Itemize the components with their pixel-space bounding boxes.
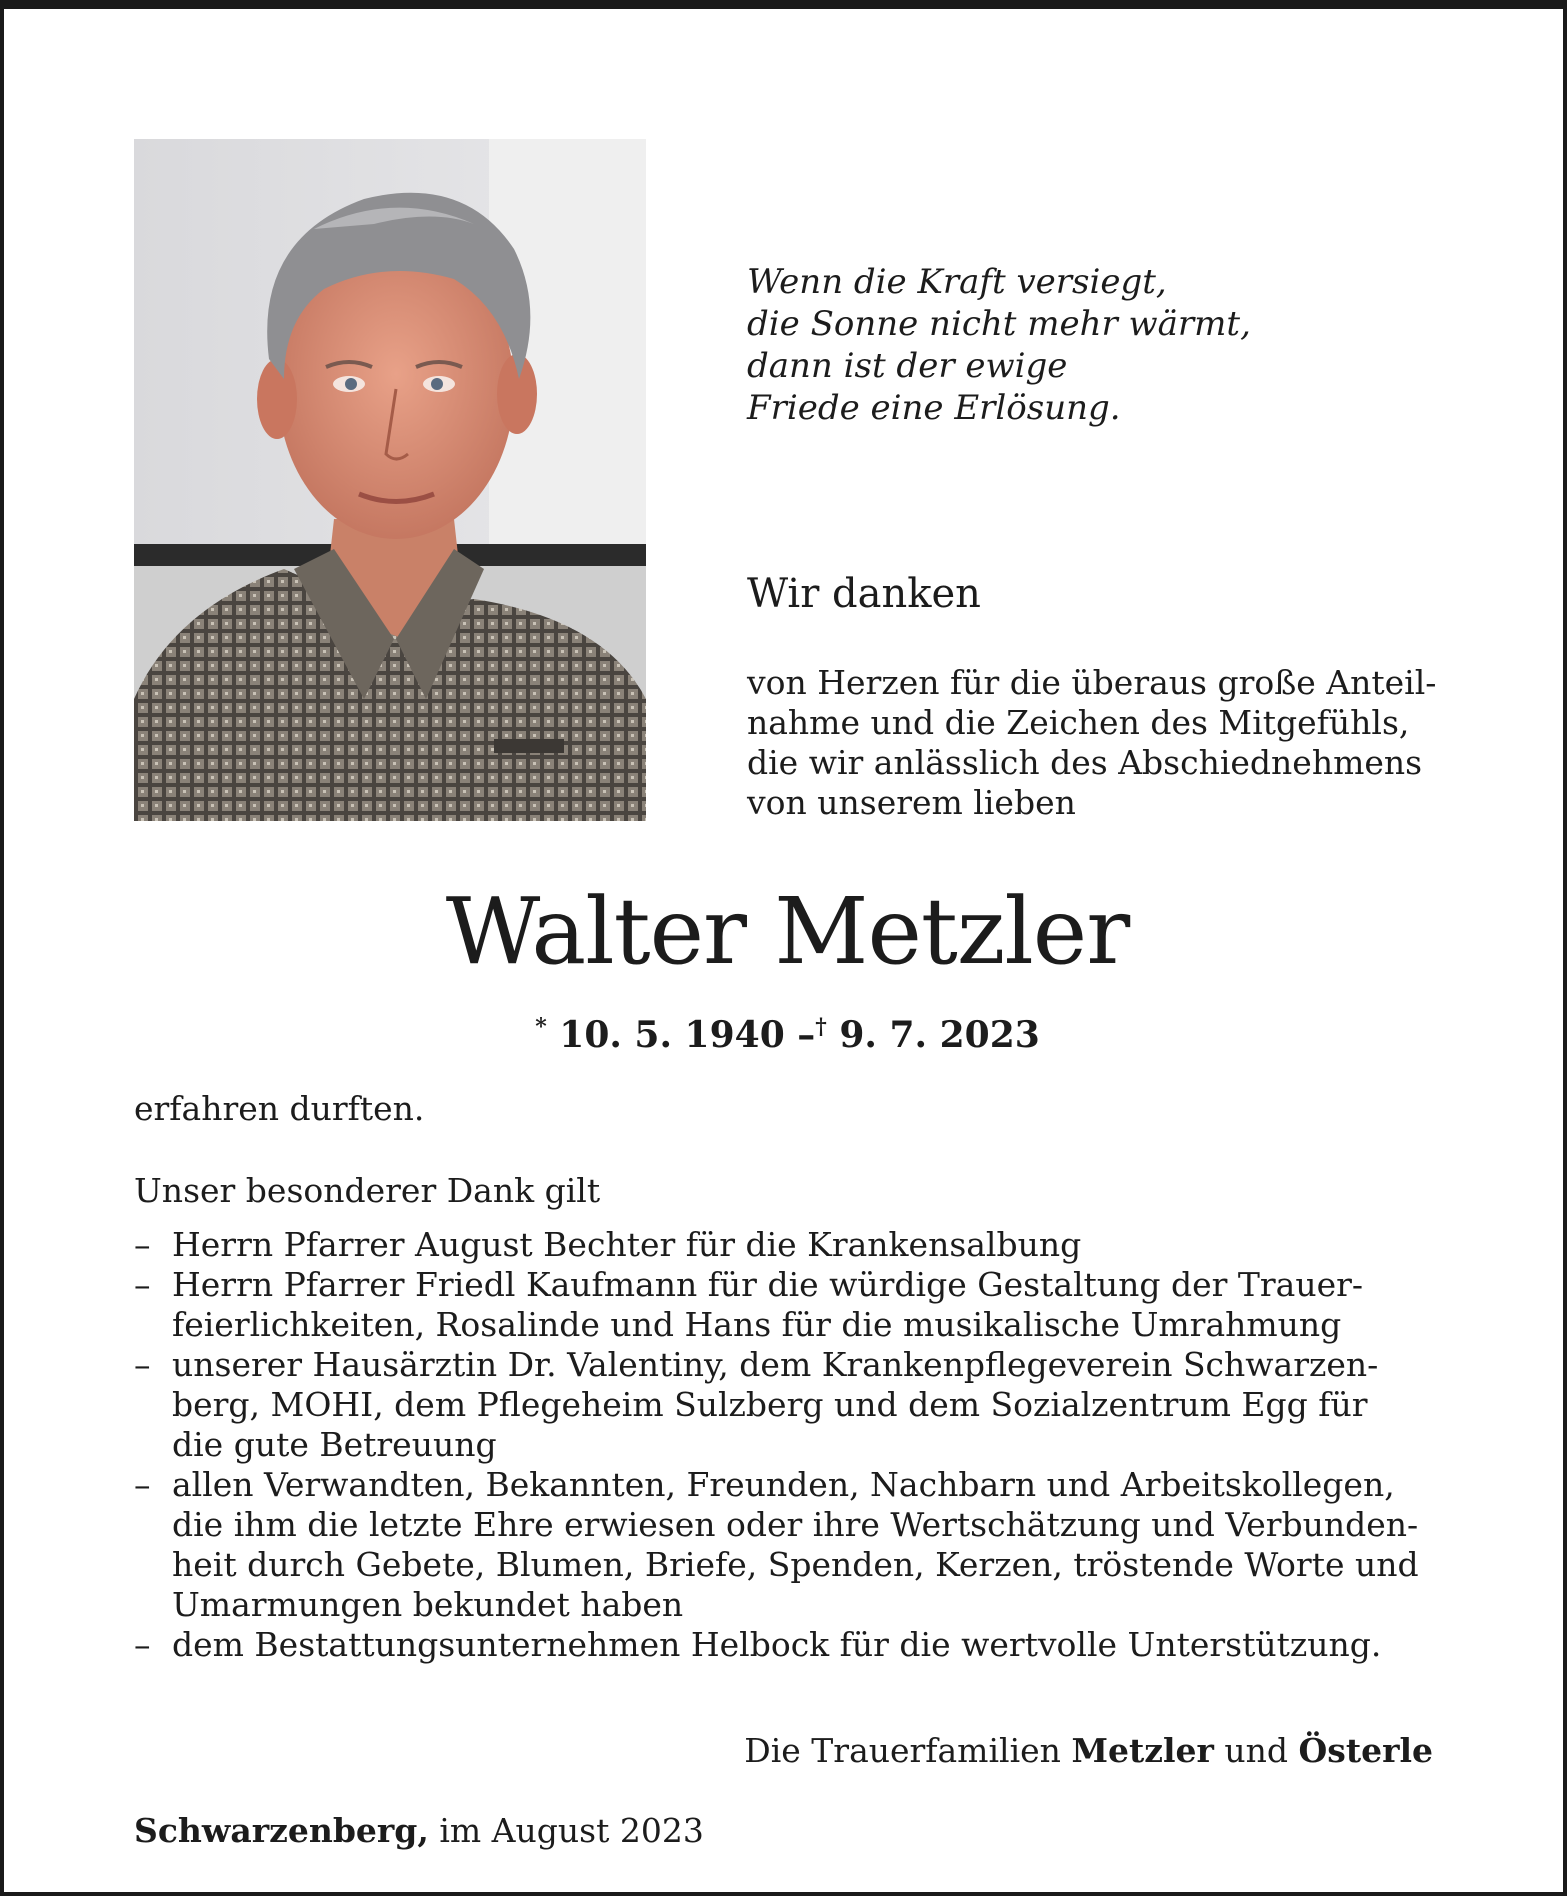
place-date: im August 2023 bbox=[439, 1811, 704, 1850]
thanks-text bbox=[747, 663, 1447, 823]
thanks-line: nahme und die Zeichen des Mitgefühls, bbox=[747, 703, 1410, 742]
list-item-line: dem Bestattungsunternehmen Helbock für die wertvolle Unterstützung. bbox=[172, 1625, 1382, 1664]
list-item-line: feierlichkeiten, Rosalinde und Hans für die musikalische Umrahmung bbox=[172, 1305, 1342, 1344]
birth-symbol: * bbox=[535, 1014, 547, 1040]
special-thanks-intro: Unser besonderer Dank gilt bbox=[134, 1171, 601, 1210]
place-town: Schwarzenberg, bbox=[134, 1811, 429, 1850]
thanks-heading: Wir danken bbox=[747, 571, 981, 617]
signature-conjunction: und bbox=[1224, 1731, 1289, 1770]
special-thanks-list bbox=[134, 1225, 1444, 1665]
poem-line: Friede eine Erlösung. bbox=[747, 388, 1121, 428]
signature-prefix: Die Trauerfamilien bbox=[744, 1731, 1061, 1770]
list-dash: – bbox=[134, 1265, 151, 1304]
list-item bbox=[134, 1625, 1444, 1665]
list-item bbox=[134, 1265, 1444, 1345]
birth-date: 10. 5. 1940 bbox=[559, 1014, 785, 1056]
list-dash: – bbox=[134, 1625, 151, 1664]
list-dash: – bbox=[134, 1465, 151, 1504]
family-name-oesterle: Österle bbox=[1298, 1731, 1433, 1770]
life-dates bbox=[4, 1004, 1567, 1058]
list-item-line: die ihm die letzte Ehre erwiesen oder ihre Wertschätzung und Verbunden- bbox=[172, 1505, 1419, 1544]
list-item bbox=[134, 1465, 1444, 1625]
after-name-text: erfahren durften. bbox=[134, 1089, 425, 1128]
death-date: 9. 7. 2023 bbox=[839, 1014, 1040, 1056]
list-item bbox=[134, 1345, 1444, 1465]
list-item bbox=[134, 1225, 1444, 1265]
list-dash: – bbox=[134, 1345, 151, 1384]
poem-line: dann ist der ewige bbox=[747, 346, 1068, 386]
poem-line: die Sonne nicht mehr wärmt, bbox=[747, 304, 1251, 344]
list-item-line: heit durch Gebete, Blumen, Briefe, Spenden, Kerzen, tröstende Worte und bbox=[172, 1545, 1419, 1584]
place-and-date bbox=[134, 1809, 704, 1853]
death-symbol: † bbox=[815, 1014, 827, 1040]
poem-line: Wenn die Kraft versiegt, bbox=[747, 262, 1167, 302]
portrait-image bbox=[134, 139, 646, 821]
list-item-line: Herrn Pfarrer August Bechter für die Krankensalbung bbox=[172, 1225, 1082, 1264]
family-signature bbox=[744, 1729, 1433, 1773]
family-name-metzler: Metzler bbox=[1071, 1731, 1214, 1770]
list-item-line: berg, MOHI, dem Pflegeheim Sulzberg und dem Sozialzentrum Egg für bbox=[172, 1385, 1368, 1424]
list-item-line: die gute Betreuung bbox=[172, 1425, 497, 1464]
thanks-line: die wir anlässlich des Abschiednehmens bbox=[747, 743, 1423, 782]
poem bbox=[747, 261, 1251, 429]
portrait-photo bbox=[134, 139, 646, 821]
list-item-line: unserer Hausärztin Dr. Valentiny, dem Krankenpflegeverein Schwarzen- bbox=[172, 1345, 1379, 1384]
list-item-line: allen Verwandten, Bekannten, Freunden, Nachbarn und Arbeitskollegen, bbox=[172, 1465, 1395, 1504]
thanks-line: von unserem lieben bbox=[747, 783, 1076, 822]
thanks-line: von Herzen für die überaus große Anteil- bbox=[747, 663, 1437, 702]
list-item-line: Herrn Pfarrer Friedl Kaufmann für die würdige Gestaltung der Trauer- bbox=[172, 1265, 1364, 1304]
list-dash: – bbox=[134, 1225, 151, 1264]
deceased-name: Walter Metzler bbox=[445, 878, 1130, 985]
list-item-line: Umarmungen bekundet haben bbox=[172, 1585, 684, 1624]
date-separator: – bbox=[797, 1014, 816, 1056]
